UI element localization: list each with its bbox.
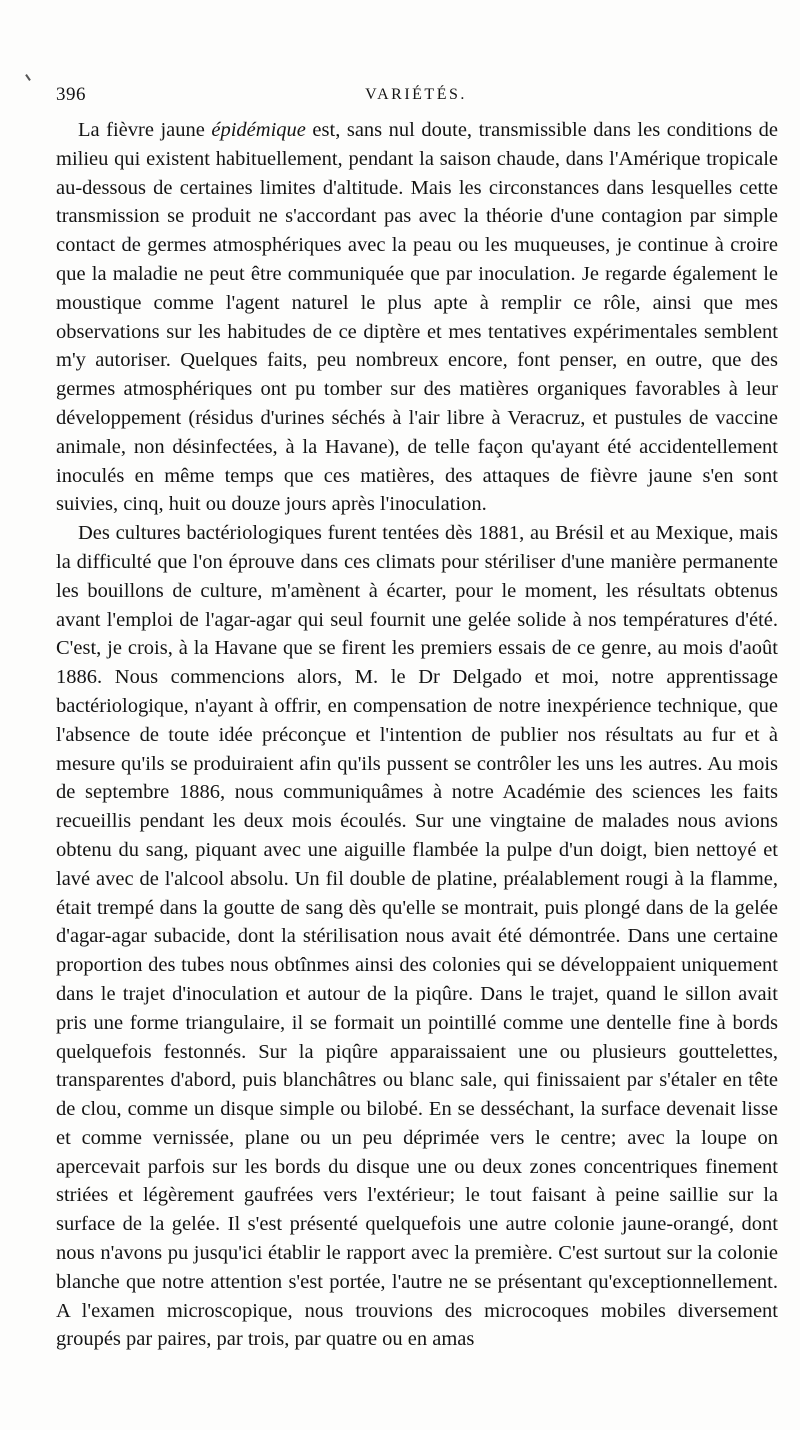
paragraph-1-rest: est, sans nul doute, transmissible dans les conditions de milieu qui existent habituellement, pendant la saison chaude, dans l'Amérique tropicale au-dessous de certaines limites d'altitude. Mais les circonstances dans lesquelles cette transmission se produit ne s'accordant pas avec la théorie d'une contagion par simple contact de germes atmosphériques avec la peau ou les muqueuses, je continue à croire que la maladie ne peut être communiquée que par inoculation. Je regarde également le moustique comme l'agent naturel le plus apte à remplir ce rôle, ainsi que mes observations sur les habitudes de ce diptère et mes tentatives expérimentales semblent m'y autoriser. Quelques faits, peu nombreux encore, font penser, en outre, que des germes atmosphériques ont pu tomber sur des matières organiques favorables à leur développement (résidus d'urines séchés à l'air libre à Veracruz, et pustules de vaccine animale, non désinfectées, à la Havane), de telle façon qu'ayant été accidentellement inoculés en même temps que ces matières, des attaques de fièvre jaune s'en sont suivies, cinq, huit ou douze jours après l'inoculation.: [56, 119, 778, 516]
page-number: 396: [56, 84, 86, 105]
stray-ink-mark: [25, 74, 31, 81]
paragraph-2: Des cultures bactériologiques furent tentées dès 1881, au Brésil et au Mexique, mais la difficulté que l'on éprouve dans ces climats pour stériliser d'une manière permanente les bouillons de culture, m'amènent à écarter, pour le moment, les résultats obtenus avant l'emploi de l'agar-agar qui seul fournit une gelée solide à nos températures d'été. C'est, je crois, à la Havane que se firent les premiers essais de ce genre, au mois d'août 1886. Nous commencions alors, M. le Dr Delgado et moi, notre apprentissage bactériologique, n'ayant à offrir, en compensation de notre inexpérience technique, que l'absence de toute idée préconçue et l'intention de publier nos résultats au fur et à mesure qu'ils se produiraient afin qu'ils pussent se contrôler les uns les autres. Au mois de septembre 1886, nous communiquâmes à notre Académie des sciences les faits recueillis pendant les deux mois écoulés. Sur une vingtaine de malades nous avions obtenu du sang, piquant avec une aiguille flambée la pulpe d'un doigt, bien nettoyé et lavé avec de l'alcool absolu. Un fil double de platine, préalablement rougi à la flamme, était trempé dans la goutte de sang dès qu'elle se montrait, puis plongé dans de la gelée d'agar-agar subacide, dont la stérilisation nous avait été démontrée. Dans une certaine proportion des tubes nous obtînmes ainsi des colonies qui se développaient uniquement dans le trajet d'inoculation et autour de la piqûre. Dans le trajet, quand le sillon avait pris une forme triangulaire, il se formait un pointillé comme une dentelle fine à bords quelquefois festonnés. Sur la piqûre apparaissaient une ou plusieurs gouttelettes, transparentes d'abord, puis blanchâtres ou blanc sale, qui finissaient par s'étaler en tête de clou, comme un disque simple ou bilobé. En se desséchant, la surface devenait lisse et comme vernissée, plane ou un peu déprimée vers le centre; avec la loupe on apercevait parfois sur les bords du disque une ou deux zones concentriques finement striées et légèrement gaufrées vers l'extérieur; le tout faisant à peine saillie sur la surface de la gelée. Il s'est présenté quelquefois une autre colonie jaune-orangé, dont nous n'avons pu jusqu'ici établir le rapport avec la première. C'est surtout sur la colonie blanche que notre attention s'est portée, l'autre ne se présentant qu'exceptionnellement. A l'examen microscopique, nous trouvions des microcoques mobiles diversement groupés par paires, par trois, par quatre ou en amas: [56, 522, 778, 1351]
paragraph-1: [56, 116, 778, 519]
body-text: [56, 116, 778, 1354]
paragraph-1-emphasis: épidémique: [211, 119, 306, 141]
paragraph-1-lead: La fièvre jaune: [78, 119, 212, 141]
running-title: VARIÉTÉS.: [365, 86, 467, 103]
page-header: [56, 80, 776, 110]
